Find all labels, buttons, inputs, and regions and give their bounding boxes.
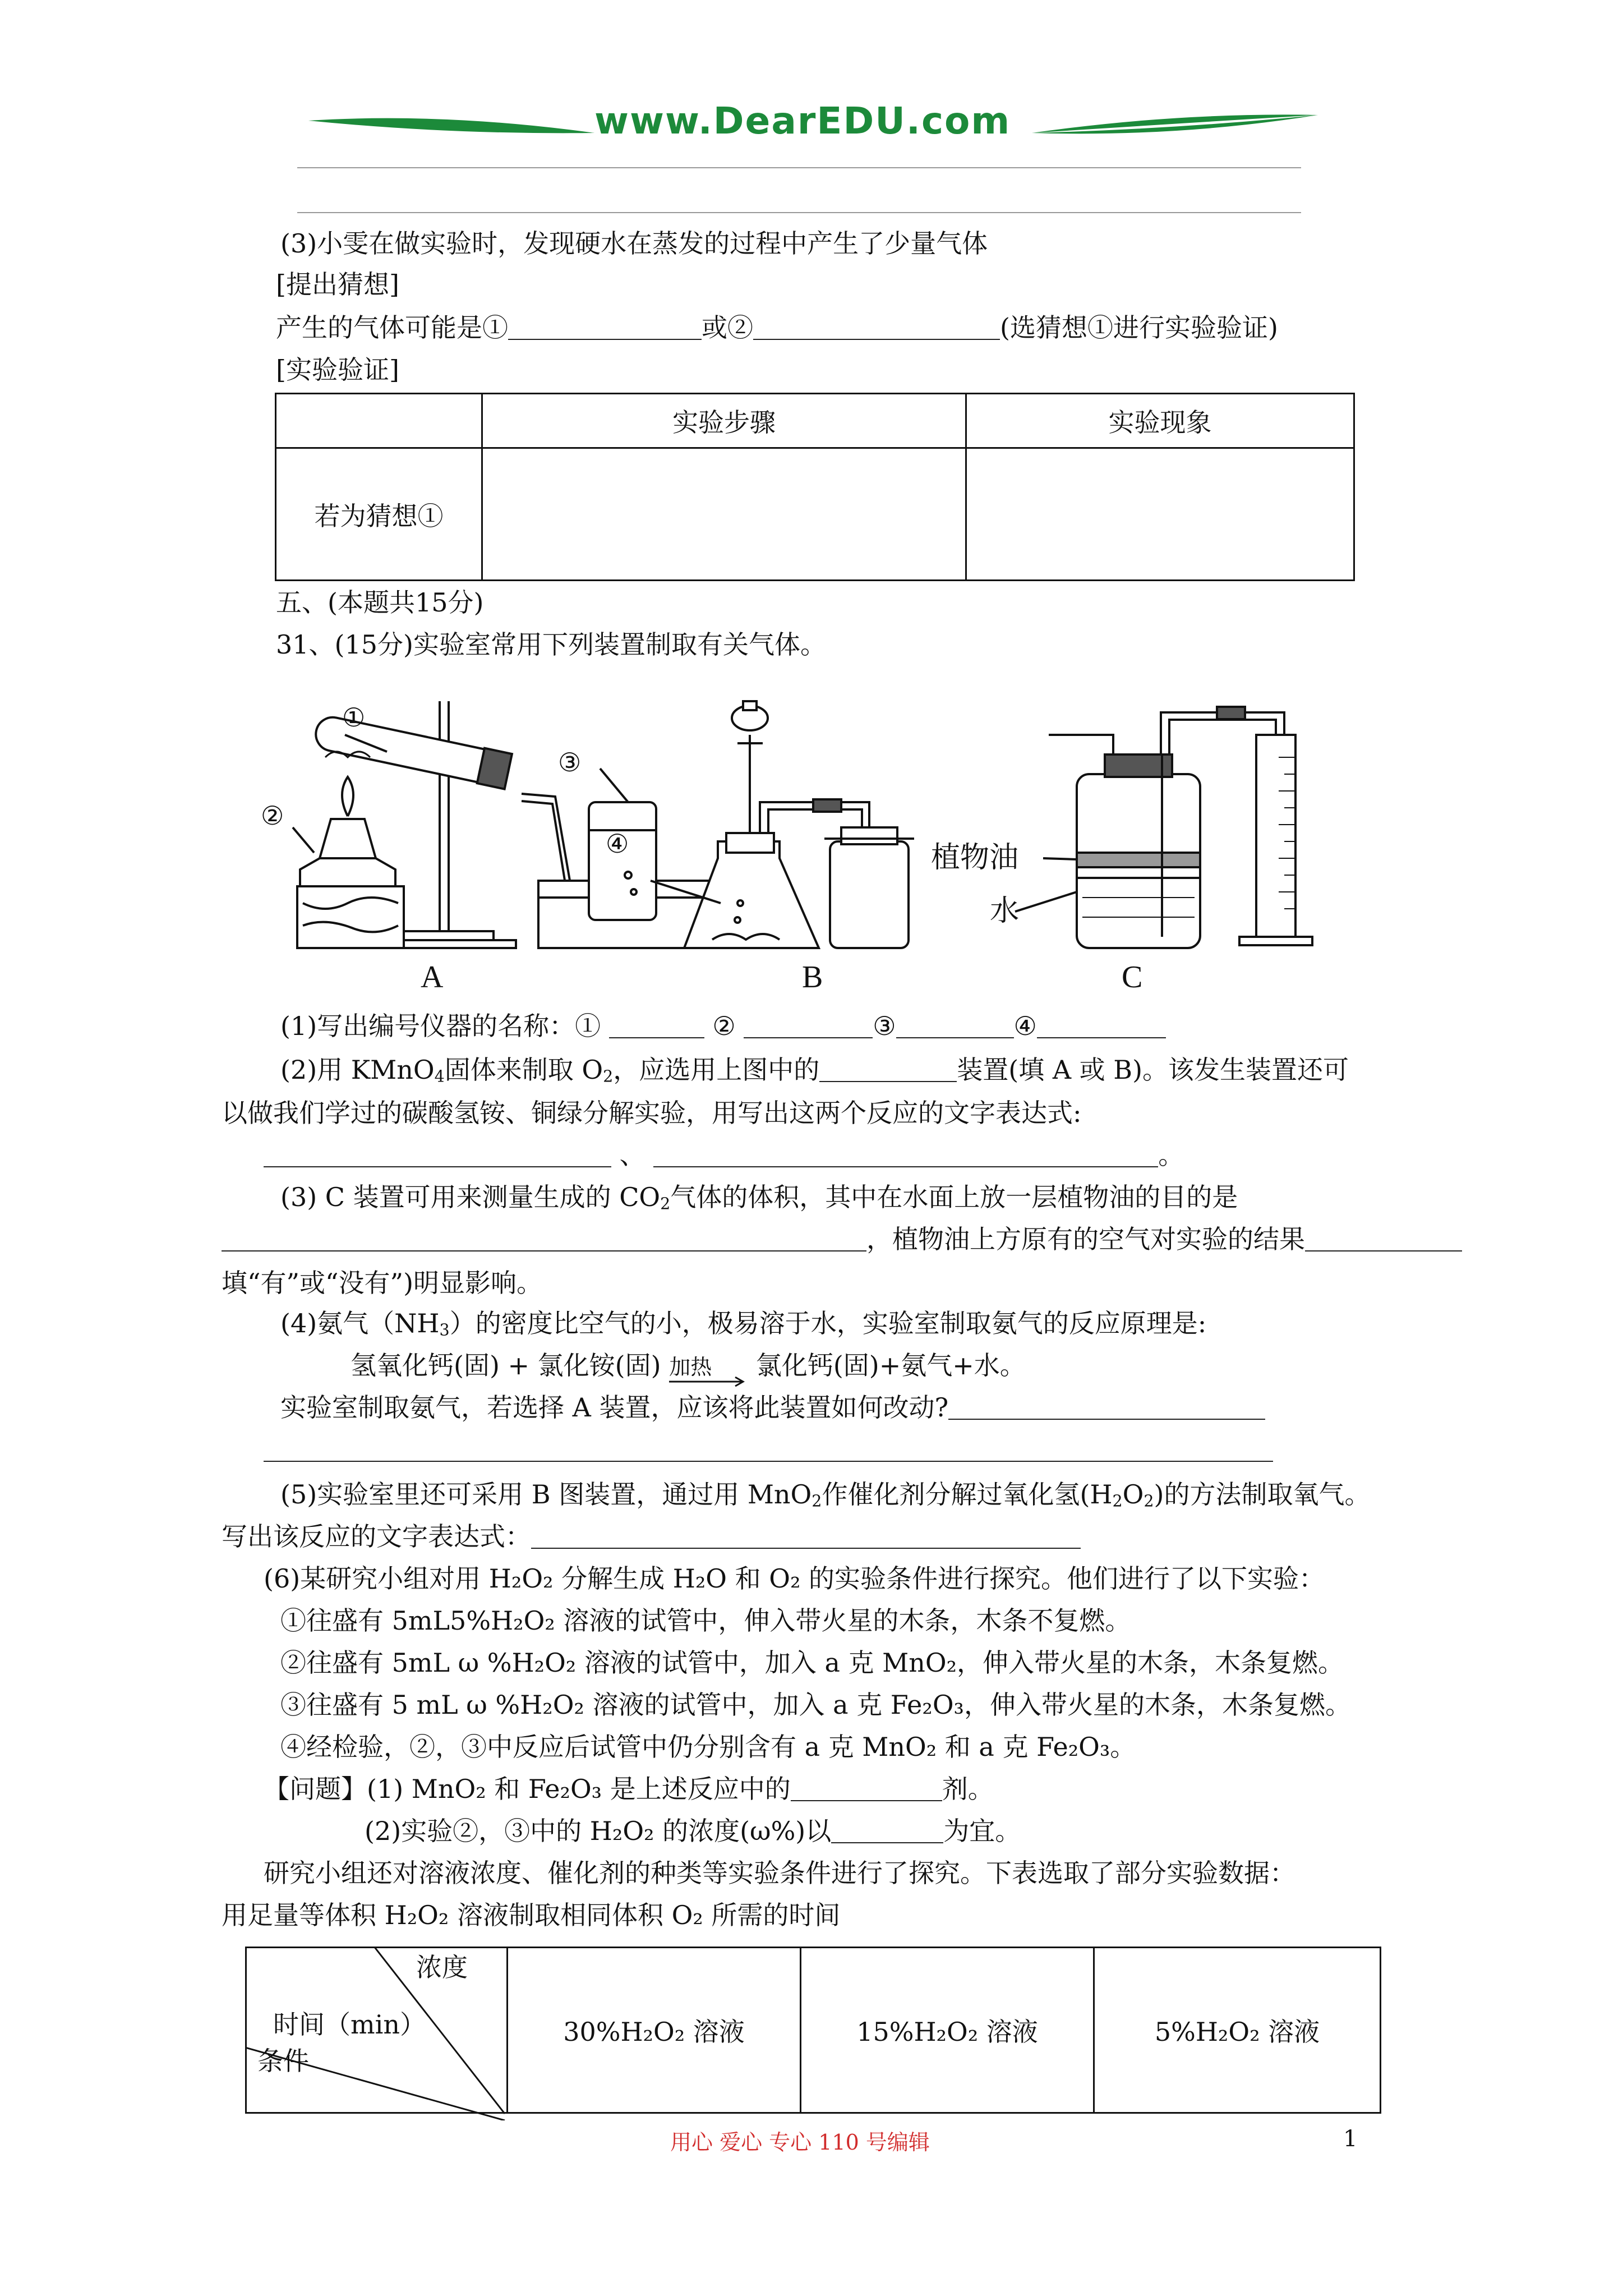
diag-label-concentration: 浓度 [416, 1952, 468, 1982]
q31-intro: 31、(15分)实验室常用下列装置制取有关气体。 [276, 629, 826, 660]
problem-1-b: 剂。 [942, 1774, 994, 1804]
verify-col-phenomena: 实验现象 [966, 394, 1354, 448]
research-line2: 用足量等体积 H₂O₂ 溶液制取相同体积 O₂ 所需的时间 [222, 1900, 841, 1930]
q1-blank-4[interactable] [1037, 1013, 1166, 1038]
arrow-right-icon [669, 1376, 748, 1387]
guess-blank-2[interactable] [753, 314, 1000, 340]
q6-step2: ②往盛有 5mL ω %H₂O₂ 溶液的试管中，加入 a 克 MnO₂，伸入带火星的木条，木条复燃。 [280, 1648, 1344, 1678]
part3-line1: (3)小雯在做实验时，发现硬水在蒸发的过程中产生了少量气体 [280, 228, 988, 259]
q1-blank-2[interactable] [744, 1013, 873, 1038]
q2-c: ，应选用上图中的 [613, 1055, 820, 1085]
fig-num-4: ④ [606, 829, 629, 859]
q2-blank-eq1[interactable] [264, 1142, 611, 1167]
q2-sub2: 2 [603, 1067, 614, 1086]
q2-line1 [280, 1053, 1349, 1093]
section5-title: 五、(本题共15分) [276, 587, 484, 618]
guess-line [276, 311, 1278, 344]
q2-sep: 、 [619, 1140, 645, 1170]
q4-eq-right: 氯化钙(固)+氨气+水。 [755, 1350, 1026, 1381]
q4-line3 [280, 1391, 1265, 1424]
q2-blank-eq2[interactable] [653, 1142, 1158, 1167]
q3-blank-purpose[interactable] [222, 1226, 866, 1251]
fig-num-2: ② [261, 800, 284, 831]
q4-eq-left: 氢氧化钙(固) + 氯化铵(固) [351, 1350, 661, 1381]
q3-sub: 2 [660, 1194, 671, 1213]
verify-corner [276, 394, 482, 448]
problem-1-blank[interactable] [791, 1775, 942, 1801]
fig-label-a: A [421, 960, 444, 995]
data-table-col-15: 15%H₂O₂ 溶液 [801, 1948, 1094, 2113]
q5-c: O [1122, 1479, 1144, 1510]
guess-heading: [提出猜想] [276, 269, 399, 300]
problem-2-blank[interactable] [831, 1818, 943, 1843]
fig-label-c: C [1122, 960, 1143, 995]
q1-blank-1[interactable] [609, 1013, 704, 1038]
q2-line2: 以做我们学过的碳酸氢铵、铜绿分解实验，用写出这两个反应的文字表达式: [222, 1098, 1082, 1128]
q3-blank-effect[interactable] [1305, 1226, 1462, 1251]
guess-b: 或② [702, 312, 753, 343]
q3-line1 [280, 1181, 1238, 1221]
q5-line2 [222, 1520, 1081, 1553]
verify-heading: [实验验证] [276, 355, 399, 385]
q2-b: 固体来制取 O [444, 1055, 603, 1085]
q5-blank[interactable] [531, 1523, 1081, 1549]
data-table [245, 1947, 1381, 2114]
diag-label-time: 时间（min） [273, 2009, 426, 2040]
q4-a: (4)氨气（NH [280, 1308, 440, 1338]
q1-blank-3[interactable] [896, 1013, 1014, 1038]
q4-line1 [280, 1307, 1206, 1347]
q6-step1: ①往盛有 5mL5%H₂O₂ 溶液的试管中，伸入带火星的木条，木条不复燃。 [280, 1605, 1131, 1636]
q2-sub1: 4 [434, 1067, 445, 1086]
q4-eq-condition: 加热 [669, 1355, 712, 1379]
q4-equation [351, 1349, 1026, 1383]
header-rule-1 [297, 167, 1301, 168]
guess-blank-1[interactable] [508, 314, 702, 340]
verify-phenomena-cell[interactable] [966, 448, 1354, 581]
guess-a: 产生的气体可能是① [276, 312, 508, 343]
page-number: 1 [1343, 2126, 1358, 2152]
problem-2 [365, 1815, 1021, 1847]
q4-blank-2[interactable] [264, 1436, 1273, 1462]
q4-line4 [264, 1433, 1273, 1466]
fig-num-3: ③ [558, 747, 582, 777]
q5-sub1: 2 [811, 1492, 822, 1511]
q3-b: 气体的体积，其中在水面上放一层植物油的目的是 [670, 1182, 1238, 1212]
problem-1 [264, 1773, 994, 1805]
research-line1: 研究小组还对溶液浓度、催化剂的种类等实验条件进行了探究。下表选取了部分实验数据： [264, 1858, 1295, 1888]
q3-line3: 填“有”或“没有”)明显影响。 [222, 1268, 543, 1298]
q5-b: 作催化剂分解过氧化氢(H [822, 1479, 1113, 1510]
site-name: www.DearEDU.com [594, 99, 1011, 142]
q5-sub2: 2 [1112, 1492, 1123, 1511]
q2-line3 [264, 1139, 1184, 1171]
header-logo [303, 98, 1324, 160]
q1-d: ④ [1013, 1011, 1037, 1041]
q1-c: ③ [873, 1011, 896, 1041]
verify-steps-cell[interactable] [482, 448, 966, 581]
q4-c: 实验室制取氨气，若选择 A 装置，应该将此装置如何改动? [280, 1392, 949, 1423]
q4-sub: 3 [439, 1320, 450, 1340]
q6-step4: ④经检验，②，③中反应后试管中仍分别含有 a 克 MnO₂ 和 a 克 Fe₂O₃。 [280, 1732, 1136, 1762]
q5-sub3: 2 [1144, 1492, 1154, 1511]
q5-d: )的方法制取氧气。 [1154, 1479, 1371, 1510]
verify-col-steps: 实验步骤 [482, 394, 966, 448]
q5-a: (5)实验室里还可采用 B 图装置，通过用 MnO [280, 1479, 812, 1510]
fig-label-oil: 植物油 [931, 841, 1019, 875]
q2-end: 。 [1158, 1140, 1184, 1170]
q3-c: ，植物油上方原有的空气对实验的结果 [866, 1224, 1305, 1254]
q6-head: (6)某研究小组对用 H₂O₂ 分解生成 H₂O 和 O₂ 的实验条件进行探究。他们进行了以下实验： [264, 1563, 1325, 1594]
data-table-col-5: 5%H₂O₂ 溶液 [1094, 1948, 1381, 2113]
fig-num-1: ① [342, 702, 366, 733]
q1-a: (1)写出编号仪器的名称：① [280, 1011, 601, 1041]
verify-row-label: 若为猜想① [276, 448, 482, 581]
problem-2-b: 为宜。 [943, 1816, 1021, 1846]
q2-blank-device[interactable] [819, 1056, 957, 1082]
q3-line2 [222, 1223, 1462, 1255]
q5-line2-text: 写出该反应的文字表达式： [222, 1521, 531, 1552]
problem-2-a: (2)实验②，③中的 H₂O₂ 的浓度(ω%)以 [365, 1816, 832, 1846]
q4-b: ）的密度比空气的小，极易溶于水，实验室制取氨气的反应原理是: [449, 1308, 1207, 1338]
problem-1-a: 【问题】(1) MnO₂ 和 Fe₂O₃ 是上述反应中的 [264, 1774, 791, 1804]
data-table-col-30: 30%H₂O₂ 溶液 [508, 1948, 801, 2113]
q1-b: ② [712, 1011, 736, 1041]
fig-label-b: B [802, 960, 823, 995]
footer-text: 用心 爱心 专心 110 号编辑 [670, 2130, 930, 2155]
q3-a: (3) C 装置可用来测量生成的 CO [280, 1182, 661, 1212]
q2-a: (2)用 KMnO [280, 1055, 435, 1085]
q4-blank-1[interactable] [948, 1394, 1265, 1420]
header-rule-2 [297, 212, 1301, 213]
q2-d: 装置(填 A 或 B)。该发生装置还可 [957, 1055, 1349, 1085]
q6-step3: ③往盛有 5 mL ω %H₂O₂ 溶液的试管中，加入 a 克 Fe₂O₃，伸入带火星的木条，木条复燃。 [280, 1690, 1351, 1720]
fig-label-water: 水 [990, 894, 1020, 928]
diag-label-condition: 条件 [257, 2046, 309, 2076]
apparatus-figure [247, 690, 1324, 1004]
verify-table [275, 393, 1355, 581]
q4-eq-arrow [669, 1349, 748, 1383]
apparatus-drawing [247, 690, 1324, 1004]
q5-line1 [280, 1478, 1370, 1518]
guess-c: (选猜想①进行实验验证) [1000, 312, 1278, 343]
q1-line [280, 1010, 1166, 1042]
